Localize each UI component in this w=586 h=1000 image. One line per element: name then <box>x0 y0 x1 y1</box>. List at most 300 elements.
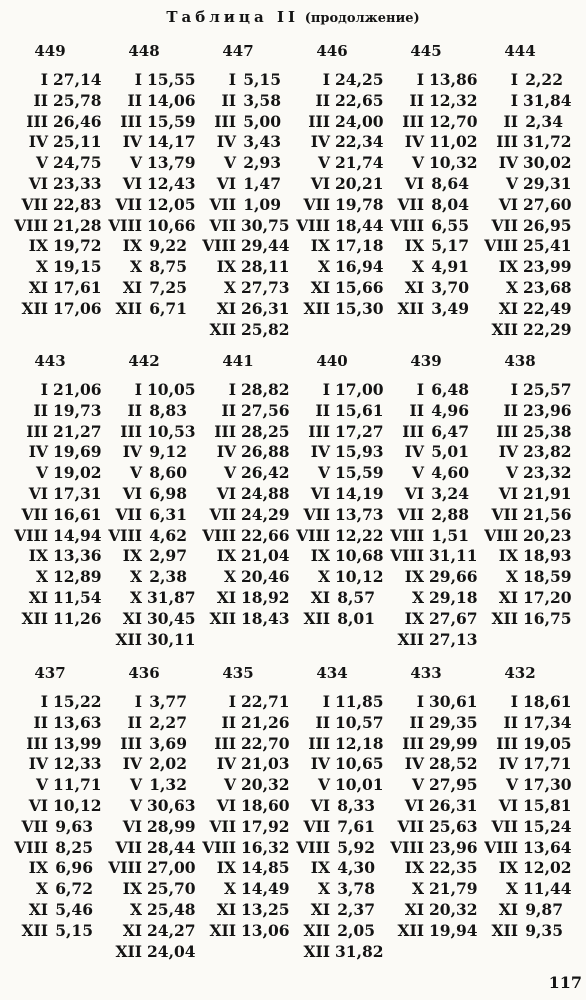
month-numeral: XII <box>209 920 236 940</box>
table-row <box>288 712 384 734</box>
table-row <box>194 112 282 133</box>
table-row <box>194 421 290 443</box>
month-numeral: XII <box>21 920 48 940</box>
month-numeral: V <box>505 173 518 193</box>
table-row <box>382 629 478 651</box>
day-value: 12,43 <box>147 173 196 193</box>
table-row <box>288 400 384 422</box>
table-row <box>288 941 384 963</box>
table-row <box>288 90 384 112</box>
day-value: 14,85 <box>241 858 290 878</box>
table-row <box>382 195 470 216</box>
table-row <box>476 921 564 942</box>
day-value: 14,49 <box>241 879 290 899</box>
table-row <box>382 920 478 942</box>
day-value: 24,27 <box>147 920 196 940</box>
day-value: 7,61 <box>337 816 375 836</box>
month-numeral: IX <box>122 879 142 899</box>
month-numeral: IV <box>28 754 48 774</box>
month-numeral: III <box>120 733 142 753</box>
month-numeral: IV <box>404 132 424 152</box>
table-column <box>382 662 478 942</box>
month-numeral: XII <box>303 608 330 628</box>
day-value: 2,38 <box>149 567 187 587</box>
month-numeral: XI <box>498 587 518 607</box>
month-numeral: III <box>402 111 424 131</box>
table-row <box>476 463 572 484</box>
day-value: 16,94 <box>335 257 384 277</box>
month-numeral: IX <box>28 858 48 878</box>
table-column <box>476 662 572 942</box>
table-row <box>288 463 384 484</box>
month-numeral: VIII <box>14 837 48 857</box>
table-row <box>288 277 384 299</box>
table-row <box>100 401 188 422</box>
table-row <box>288 754 384 775</box>
day-value: 15,22 <box>53 692 102 711</box>
day-value: 14,17 <box>147 132 196 152</box>
table-row <box>288 421 384 443</box>
month-numeral: IV <box>216 442 236 462</box>
day-value: 21,27 <box>53 421 102 441</box>
day-value: 13,86 <box>429 70 478 89</box>
month-numeral: IX <box>404 858 424 878</box>
column-header: 433 <box>410 664 442 682</box>
table-row <box>382 257 470 278</box>
table-row <box>382 733 478 755</box>
month-numeral: I <box>134 380 142 399</box>
month-numeral: III <box>120 111 142 131</box>
month-numeral: I <box>322 692 330 711</box>
month-numeral: II <box>409 90 424 110</box>
table-row <box>476 132 572 153</box>
day-value: 27,13 <box>429 629 478 649</box>
table-row <box>476 277 572 299</box>
day-value: 11,71 <box>53 775 102 795</box>
day-value: 1,09 <box>243 194 281 214</box>
table-row <box>382 463 470 484</box>
month-numeral: VII <box>209 215 236 235</box>
month-numeral: II <box>409 712 424 732</box>
month-numeral: X <box>35 567 48 587</box>
table-row <box>476 112 564 133</box>
day-value: 23,32 <box>523 463 572 483</box>
month-numeral: XII <box>491 319 518 339</box>
table-row <box>6 236 102 257</box>
day-value: 26,31 <box>429 795 478 815</box>
month-numeral: IV <box>122 754 142 774</box>
day-value: 17,20 <box>523 587 572 607</box>
table-row <box>382 216 470 237</box>
table-column <box>194 350 290 630</box>
month-numeral: IV <box>498 442 518 462</box>
day-value: 28,44 <box>147 837 196 857</box>
day-value: 19,69 <box>53 442 102 462</box>
month-numeral: IV <box>310 132 330 152</box>
month-numeral: I <box>40 692 48 711</box>
day-value: 27,95 <box>429 775 478 795</box>
table-row <box>6 504 102 526</box>
day-value: 11,02 <box>429 132 478 152</box>
table-row <box>194 215 290 237</box>
month-numeral: VI <box>404 173 424 193</box>
table-row <box>100 587 196 609</box>
table-row <box>288 442 384 463</box>
table-row <box>382 484 470 505</box>
table-row <box>476 754 572 775</box>
month-numeral: II <box>33 712 48 732</box>
day-value: 22,34 <box>335 132 384 152</box>
month-numeral: VIII <box>108 858 142 878</box>
table-row <box>476 236 572 257</box>
table-row <box>476 421 572 443</box>
day-value: 13,25 <box>241 899 290 919</box>
month-numeral: V <box>223 153 236 173</box>
day-value: 15,59 <box>147 111 196 131</box>
month-numeral: XI <box>122 920 142 940</box>
table-row <box>382 546 478 567</box>
page-title <box>0 8 586 26</box>
table-row <box>382 837 478 859</box>
day-value: 27,73 <box>241 277 290 297</box>
page-number: 117 <box>548 973 582 992</box>
month-numeral: III <box>26 421 48 441</box>
day-value: 22,70 <box>241 733 290 753</box>
month-numeral: XII <box>303 298 330 318</box>
day-value: 18,43 <box>241 608 290 628</box>
month-numeral: I <box>416 692 424 711</box>
table-column <box>288 662 384 962</box>
table-row <box>6 90 102 112</box>
table-row <box>476 70 564 91</box>
month-numeral: VIII <box>296 525 330 545</box>
day-value: 12,18 <box>335 733 384 753</box>
month-numeral: VII <box>21 816 48 836</box>
table-row <box>6 692 102 713</box>
day-value: 22,83 <box>53 194 102 214</box>
day-value: 25,48 <box>147 899 196 919</box>
table-row <box>6 546 102 567</box>
table-row <box>194 837 290 859</box>
month-numeral: I <box>416 380 424 399</box>
day-value: 19,05 <box>523 733 572 753</box>
table-row <box>476 319 572 341</box>
month-numeral: VI <box>216 483 236 503</box>
month-numeral: VIII <box>390 837 424 857</box>
day-value: 14,19 <box>335 483 384 503</box>
day-value: 19,15 <box>53 257 102 277</box>
month-numeral: IV <box>122 132 142 152</box>
month-numeral: VI <box>28 795 48 815</box>
day-value: 26,46 <box>53 111 102 131</box>
day-value: 5,00 <box>243 111 281 131</box>
month-numeral: II <box>127 712 142 732</box>
table-row <box>6 483 102 505</box>
table-row <box>6 608 102 630</box>
month-numeral: IX <box>122 236 142 256</box>
day-value: 8,57 <box>337 587 375 607</box>
month-numeral: X <box>411 257 424 277</box>
month-numeral: I <box>228 70 236 89</box>
day-value: 9,63 <box>55 816 93 836</box>
month-numeral: XII <box>21 298 48 318</box>
table-row <box>194 795 290 817</box>
month-numeral: VIII <box>296 215 330 235</box>
month-numeral: XII <box>491 920 518 940</box>
table-row <box>100 567 188 588</box>
month-numeral: VII <box>397 194 424 214</box>
month-numeral: IX <box>498 546 518 566</box>
table-row <box>100 299 188 320</box>
day-value: 2,34 <box>525 111 563 131</box>
table-row <box>100 257 188 278</box>
table-row <box>288 546 384 567</box>
month-numeral: VI <box>498 194 518 214</box>
table-row <box>6 257 102 278</box>
day-value: 4,30 <box>337 858 375 878</box>
month-numeral: V <box>129 775 142 795</box>
day-value: 7,25 <box>149 277 187 297</box>
day-value: 29,31 <box>523 173 572 193</box>
table-row <box>6 153 102 174</box>
table-row <box>6 795 102 817</box>
table-row <box>194 463 290 484</box>
month-numeral: III <box>120 421 142 441</box>
day-value: 12,33 <box>53 754 102 774</box>
day-value: 24,88 <box>241 483 290 503</box>
month-numeral: VII <box>303 816 330 836</box>
month-numeral: II <box>221 712 236 732</box>
day-value: 29,18 <box>429 587 478 607</box>
month-numeral: IX <box>498 858 518 878</box>
day-value: 5,01 <box>431 442 469 462</box>
table-row <box>194 775 290 796</box>
month-numeral: I <box>510 380 518 399</box>
month-numeral: IX <box>310 546 330 566</box>
day-value: 2,93 <box>243 153 281 173</box>
month-numeral: V <box>223 775 236 795</box>
table-row <box>100 858 196 879</box>
month-numeral: XII <box>21 608 48 628</box>
table-row <box>476 215 572 237</box>
month-numeral: VII <box>115 504 142 524</box>
table-row <box>100 546 188 567</box>
table-row <box>288 298 384 320</box>
table-row <box>382 90 478 112</box>
table-row <box>100 941 196 963</box>
month-numeral: XII <box>209 608 236 628</box>
table-column <box>194 40 290 340</box>
day-value: 21,79 <box>429 879 478 899</box>
day-value: 22,65 <box>335 90 384 110</box>
day-value: 10,12 <box>335 567 384 587</box>
table-row <box>100 236 188 257</box>
day-value: 5,15 <box>55 920 93 940</box>
table-row <box>194 546 290 567</box>
day-value: 31,72 <box>523 132 572 152</box>
day-value: 23,33 <box>53 173 102 193</box>
table-row <box>194 277 290 299</box>
table-row <box>476 400 572 422</box>
day-value: 10,01 <box>335 775 384 795</box>
table-row <box>6 421 102 443</box>
day-value: 21,04 <box>241 546 290 566</box>
day-value: 12,05 <box>147 194 196 214</box>
table-row <box>194 91 282 112</box>
table-row <box>6 111 102 133</box>
month-numeral: V <box>129 463 142 483</box>
day-value: 8,60 <box>149 463 187 483</box>
table-row <box>194 920 290 942</box>
day-value: 11,54 <box>53 587 102 607</box>
month-numeral: X <box>505 879 518 899</box>
column-header: 434 <box>316 664 348 682</box>
day-value: 20,46 <box>241 567 290 587</box>
month-numeral: VI <box>310 173 330 193</box>
day-value: 26,95 <box>523 215 572 235</box>
month-numeral: VIII <box>202 837 236 857</box>
day-value: 27,14 <box>53 70 102 89</box>
day-value: 19,73 <box>53 400 102 420</box>
table-row <box>100 629 196 651</box>
table-row <box>194 400 290 422</box>
day-value: 8,04 <box>431 194 469 214</box>
table-row <box>382 70 478 91</box>
table-row <box>288 504 384 526</box>
month-numeral: V <box>411 153 424 173</box>
table-row <box>100 111 196 133</box>
day-value: 2,22 <box>525 70 563 89</box>
day-value: 12,70 <box>429 111 478 131</box>
day-value: 21,91 <box>523 483 572 503</box>
table-row <box>288 257 384 278</box>
month-numeral: VIII <box>14 525 48 545</box>
month-numeral: V <box>129 153 142 173</box>
month-numeral: VI <box>498 795 518 815</box>
month-numeral: I <box>322 380 330 399</box>
month-numeral: IX <box>216 858 236 878</box>
month-numeral: X <box>129 899 142 919</box>
table-row <box>194 858 290 879</box>
table-row <box>476 483 572 505</box>
month-numeral: II <box>503 712 518 732</box>
table-row <box>288 153 384 174</box>
table-row <box>476 795 572 817</box>
table-row <box>382 899 478 921</box>
month-numeral: IX <box>216 546 236 566</box>
day-value: 8,33 <box>337 795 375 815</box>
table-row <box>6 400 102 422</box>
month-numeral: V <box>317 463 330 483</box>
table-row <box>476 775 572 796</box>
month-numeral: IV <box>498 754 518 774</box>
day-value: 25,78 <box>53 90 102 110</box>
table-row <box>100 816 196 838</box>
day-value: 19,72 <box>53 236 102 256</box>
month-numeral: II <box>33 400 48 420</box>
column-header: 443 <box>34 352 66 370</box>
table-row <box>382 608 478 630</box>
month-numeral: IX <box>404 236 424 256</box>
table-row <box>100 215 196 237</box>
month-numeral: VII <box>397 816 424 836</box>
month-numeral: XI <box>404 277 424 297</box>
month-numeral: XI <box>28 899 48 919</box>
day-value: 6,31 <box>149 504 187 524</box>
table-column <box>288 350 384 630</box>
day-value: 29,44 <box>241 236 290 256</box>
day-value: 18,59 <box>523 567 572 587</box>
month-numeral: VII <box>491 215 518 235</box>
month-numeral: I <box>40 70 48 89</box>
month-numeral: III <box>402 421 424 441</box>
month-numeral: IX <box>122 546 142 566</box>
month-numeral: I <box>134 70 142 89</box>
table-row <box>476 298 572 320</box>
month-numeral: IV <box>310 754 330 774</box>
day-value: 17,30 <box>523 775 572 795</box>
day-value: 20,23 <box>523 525 572 545</box>
day-value: 17,71 <box>523 754 572 774</box>
day-value: 9,35 <box>525 920 563 940</box>
day-value: 28,82 <box>241 380 290 399</box>
day-value: 17,34 <box>523 712 572 732</box>
table-row <box>100 442 188 463</box>
table-row <box>100 754 188 775</box>
day-value: 24,25 <box>335 70 384 89</box>
month-numeral: VII <box>115 837 142 857</box>
table-row <box>100 380 196 401</box>
day-value: 5,46 <box>55 899 93 919</box>
month-numeral: XII <box>115 941 142 961</box>
table-column <box>476 350 572 630</box>
month-numeral: IV <box>498 153 518 173</box>
day-value: 16,32 <box>241 837 290 857</box>
day-value: 10,53 <box>147 421 196 441</box>
table-row <box>194 608 290 630</box>
table-row <box>6 463 102 484</box>
table-row <box>382 567 478 588</box>
month-numeral: VII <box>303 194 330 214</box>
month-numeral: X <box>411 879 424 899</box>
month-numeral: XI <box>122 608 142 628</box>
column-header: 437 <box>34 664 66 682</box>
table-row <box>194 879 290 900</box>
month-numeral: XI <box>498 298 518 318</box>
column-header: 435 <box>222 664 254 682</box>
day-value: 10,05 <box>147 380 196 399</box>
month-numeral: XI <box>122 277 142 297</box>
day-value: 18,44 <box>335 215 384 235</box>
day-value: 29,35 <box>429 712 478 732</box>
column-header: 445 <box>410 42 442 60</box>
month-numeral: VI <box>498 483 518 503</box>
column-header: 432 <box>504 664 536 682</box>
day-value: 26,42 <box>241 463 290 483</box>
table-row <box>194 132 282 153</box>
month-numeral: V <box>505 463 518 483</box>
month-numeral: XI <box>28 587 48 607</box>
month-numeral: V <box>35 153 48 173</box>
month-numeral: XII <box>397 920 424 940</box>
day-value: 16,75 <box>523 608 572 628</box>
table-row <box>194 712 290 734</box>
table-row <box>288 858 376 879</box>
month-numeral: III <box>496 733 518 753</box>
day-value: 22,49 <box>523 298 572 318</box>
table-row <box>476 879 572 900</box>
table-column <box>6 662 102 942</box>
